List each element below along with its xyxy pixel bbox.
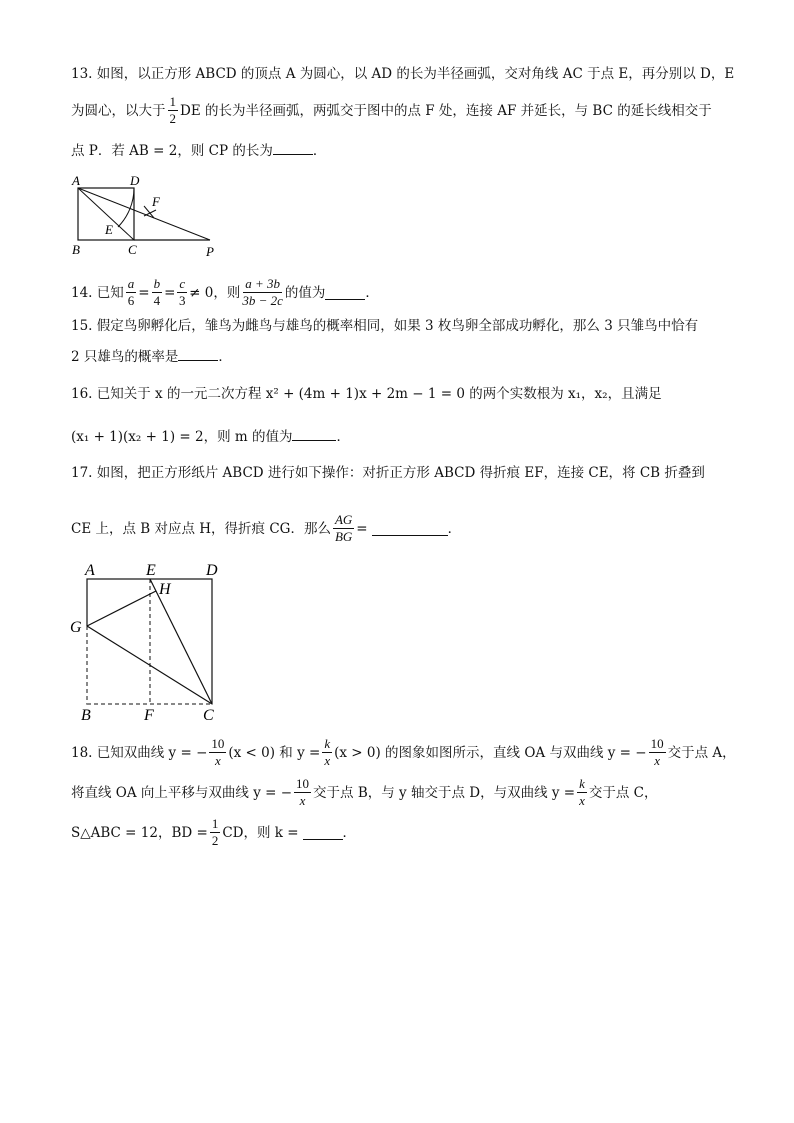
q13-label-a: A — [72, 173, 80, 188]
q18-l1-f3-num: 10 — [650, 736, 664, 751]
q18-line-3 — [71, 816, 356, 849]
q18-l1-fraction-3 — [649, 736, 666, 769]
q13-label-c: C — [128, 242, 137, 257]
q14-f4-den: 3b − 2c — [242, 293, 283, 308]
q17-label-g: G — [70, 619, 82, 636]
q15-line-2 — [71, 346, 232, 367]
q18-l2-f2-num: k — [579, 776, 585, 791]
q14-answer-blank[interactable] — [325, 285, 365, 300]
q18-l1-a: 18. 已知双曲线 y = − — [71, 744, 208, 761]
q18-l2-a: 将直线 OA 向上平移与双曲线 y = − — [71, 784, 293, 801]
q17-answer-blank[interactable] — [372, 521, 448, 536]
q13-line-1: 13. 如图，以正方形 ABCD 的顶点 A 为圆心，以 AD 的长为半径画弧，交对角线 AC 于点 E，再分别以 D，E — [71, 66, 735, 82]
q18-l2-f1-num: 10 — [296, 776, 310, 791]
q17-line-2-pre: CE 上，点 B 对应点 H，得折痕 CG．那么 — [71, 520, 331, 537]
q17-end: ． — [447, 520, 462, 537]
q14-f1-num: a — [127, 276, 135, 291]
q18-l2-b: 交于点 B，与 y 轴交于点 D，与双曲线 y = — [313, 784, 576, 801]
q13-line-2 — [71, 94, 712, 127]
q18-l2-c: 交于点 C， — [588, 784, 658, 801]
q18-l1-f1-den: x — [215, 753, 221, 768]
q17-line-1: 17. 如图，把正方形纸片 ABCD 进行如下操作：对折正方形 ABCD 得折痕 EF，连接 CE，将 CB 折叠到 — [71, 465, 705, 481]
q13-label-d: D — [130, 173, 140, 188]
q18-l2-f2-den: x — [579, 793, 585, 808]
q18-l2-fraction-2 — [577, 776, 587, 809]
q18-l2-fraction-1 — [294, 776, 311, 809]
q17-label-b: B — [81, 707, 91, 724]
q13-line-3 — [71, 140, 326, 161]
q17-eq: = — [356, 520, 368, 537]
q13-half-fraction — [168, 94, 179, 127]
q18-l3-f-den: 2 — [211, 833, 219, 848]
q18-l1-fraction-2 — [322, 736, 332, 769]
q18-l2-f1-den: x — [299, 793, 306, 808]
q14-f1-den: 6 — [127, 293, 135, 308]
q17-label-h: H — [159, 581, 171, 598]
q18-l1-c: (x > 0) 的图象如图所示，直线 OA 与双曲线 y = − — [334, 744, 647, 761]
q17-line-gh — [87, 591, 156, 626]
q13-label-f: F — [152, 194, 160, 209]
q13-arc-de — [118, 188, 134, 227]
q14-ne: ≠ 0，则 — [189, 284, 241, 301]
q18-l1-f2-num: k — [324, 736, 331, 751]
q18-end: ． — [342, 824, 357, 841]
q13-line-ap — [78, 188, 210, 240]
q15-line-1: 15. 假定鸟卵孵化后，雏鸟为雌鸟与雄鸟的概率相同，如果 3 枚鸟卵全部成功孵化，那么 3 只雏鸟中恰有 — [71, 318, 699, 334]
q18-l3-f-num: 1 — [211, 816, 219, 831]
q18-l1-f1-num: 10 — [211, 736, 225, 751]
q14-f4-num: a + 3b — [245, 276, 281, 291]
q18-l1-b: (x < 0) 和 y = — [228, 744, 321, 761]
q13-label-p: P — [206, 244, 214, 259]
q14-fraction-c — [177, 276, 187, 309]
q17-label-e: E — [146, 562, 156, 579]
q14-line — [71, 276, 379, 309]
q15-answer-blank[interactable] — [178, 346, 218, 361]
q13-label-b: B — [72, 242, 80, 257]
q17-label-d: D — [206, 562, 218, 579]
q17-label-a: A — [85, 562, 95, 579]
q13-arc-mark-2 — [144, 210, 156, 216]
q16-end: ． — [336, 429, 350, 445]
q18-line-1 — [71, 736, 736, 769]
q13-answer-blank[interactable] — [273, 140, 313, 155]
q13-figure — [68, 170, 228, 260]
q14-f2-num: b — [153, 276, 161, 291]
q13-line-2-pre: 为圆心，以大于 — [71, 102, 166, 119]
q17-figure — [66, 560, 236, 725]
q17-label-c: C — [203, 707, 214, 724]
q18-line-2 — [71, 776, 658, 809]
q14-fraction-expr — [242, 276, 283, 309]
q14-fraction-a — [126, 276, 137, 309]
q13-label-e: E — [105, 222, 113, 237]
q13-line-2-post: DE 的长为半径画弧，两弧交于图中的点 F 处，连接 AF 并延长，与 BC 的延长线相交于 — [180, 102, 712, 119]
q18-l1-fraction-1 — [209, 736, 226, 769]
q15-line-2-text: 2 只雄鸟的概率是 — [71, 349, 179, 365]
q16-line-2 — [71, 426, 350, 447]
q13-end: ． — [312, 143, 327, 159]
q13-half-den: 2 — [169, 111, 176, 126]
q18-l3-b: CD，则 k = — [222, 824, 299, 841]
q14-fraction-b — [152, 276, 163, 309]
q17-frac-den: BG — [334, 529, 353, 544]
q16-line-2-text: (x₁ + 1)(x₂ + 1) = 2，则 m 的值为 — [71, 429, 293, 445]
q18-answer-blank[interactable] — [303, 825, 343, 840]
q18-l1-f2-den: x — [324, 753, 331, 768]
q17-frac-num: AG — [334, 512, 353, 527]
q14-end: ． — [365, 284, 379, 301]
q13-line-3-text: 点 P．若 AB = 2，则 CP 的长为 — [71, 143, 273, 159]
q17-fraction — [333, 512, 354, 545]
q14-f3-num: c — [179, 276, 186, 291]
q18-l3-a: S△ABC = 12，BD = — [71, 824, 208, 841]
q13-half-num: 1 — [169, 94, 176, 109]
q14-f3-den: 3 — [179, 293, 186, 308]
q18-l3-fraction — [210, 816, 221, 849]
q17-label-f: F — [144, 707, 154, 724]
q18-l1-f3-den: x — [654, 753, 660, 768]
q16-line-1: 16. 已知关于 x 的一元二次方程 x² + (4m + 1)x + 2m − 1 = 0 的两个实数根为 x₁，x₂，且满足 — [71, 386, 662, 402]
q17-line-2 — [71, 512, 461, 545]
q18-l1-d: 交于点 A， — [667, 744, 736, 761]
q14-pre: 14. 已知 — [71, 284, 124, 301]
q14-eq2: = — [164, 284, 176, 301]
q14-post: 的值为 — [284, 284, 326, 301]
q14-f2-den: 4 — [153, 293, 161, 308]
q14-eq1: = — [138, 284, 150, 301]
q16-answer-blank[interactable] — [292, 426, 336, 441]
q15-end: ． — [218, 349, 232, 365]
